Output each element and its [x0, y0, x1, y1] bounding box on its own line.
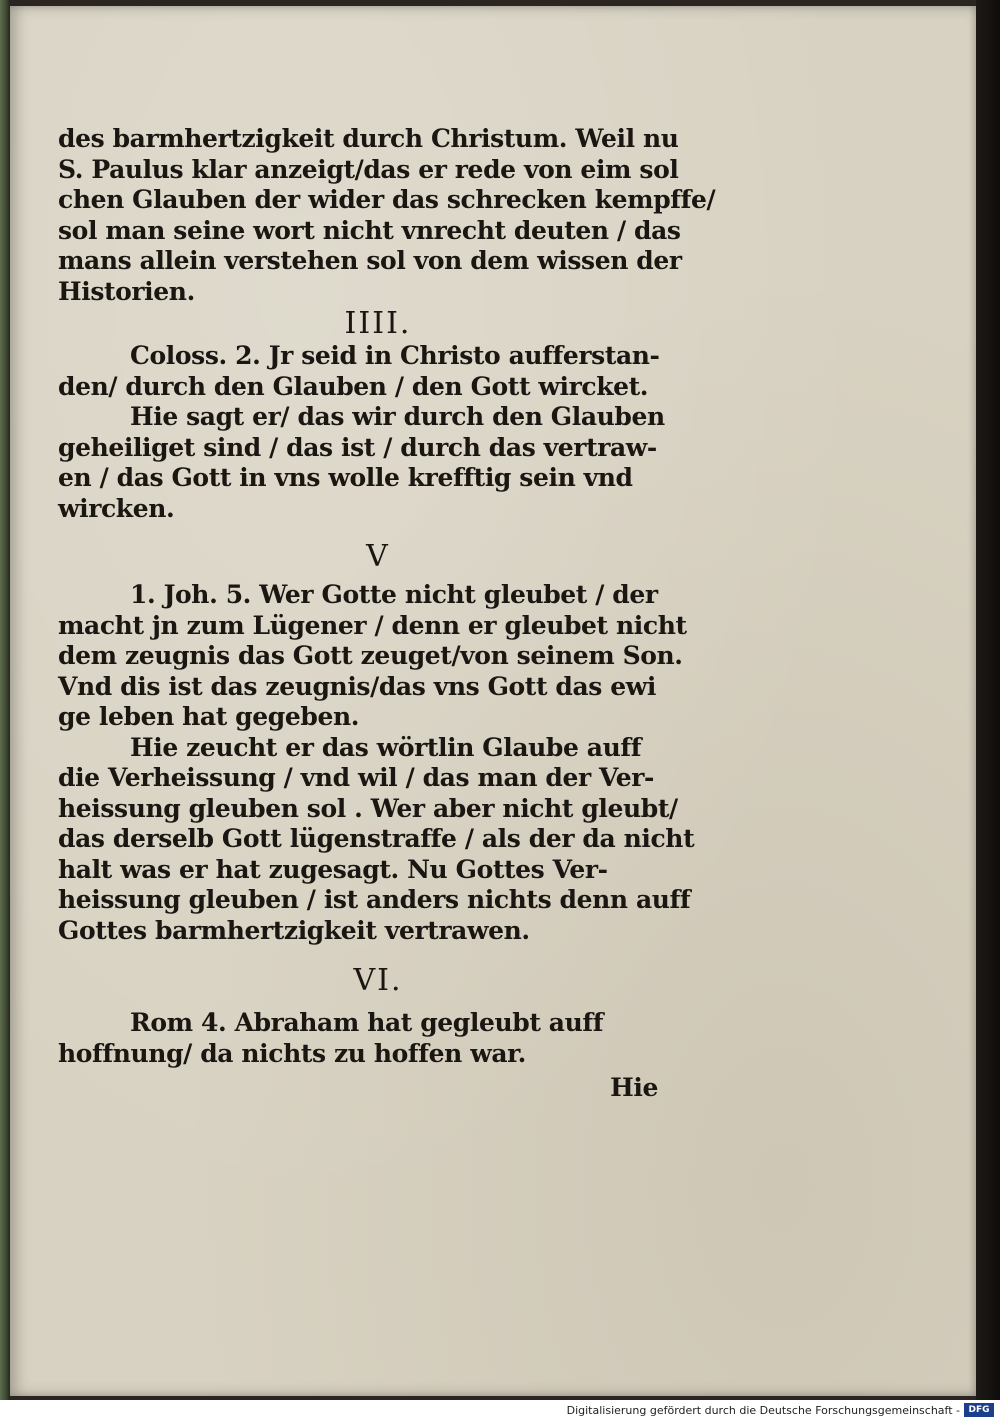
text-line: 1. Joh. 5. Wer Gotte nicht gleubet / der: [130, 580, 658, 609]
text-line: Coloss. 2. Jr seid in Christo aufferstan-: [130, 341, 660, 370]
text-line: macht jn zum Lügener / denn er gleubet nicht: [58, 610, 687, 640]
book-page: [10, 6, 976, 1396]
text-line: halt was er hat zugesagt. Nu Gottes Ver-: [58, 854, 608, 884]
text-line: hoffnung/ da nichts zu hoffen war.: [58, 1038, 526, 1068]
text-line: Historien.: [58, 276, 195, 306]
text-line: Vnd dis ist das zeugnis/das vns Gott das ewi: [58, 671, 656, 701]
section-heading-4: IIII.: [344, 306, 412, 341]
footer-credit: Digitalisierung gefördert durch die Deutsche Forschungsgemeinschaft -: [566, 1404, 960, 1417]
text-line: die Verheissung / vnd wil / das man der Ver-: [58, 763, 655, 792]
text-line: Gottes barmhertzigkeit vertrawen.: [58, 915, 530, 945]
text-line: chen Glauben der wider das schrecken kempffe/: [58, 185, 716, 214]
text-line: Rom 4. Abraham hat gegleubt auff: [130, 1008, 604, 1037]
catchword: Hie: [610, 1073, 658, 1102]
text-line: heissung gleuben / ist anders nichts denn auff: [58, 885, 691, 914]
text-line: geheiliget sind / das ist / durch das vertraw-: [58, 432, 657, 462]
scan-right-edge: [976, 0, 1000, 1400]
section-heading-6: VI.: [353, 963, 403, 998]
text-line: heissung gleuben sol . Wer aber nicht gleubt/: [58, 793, 678, 823]
text-line: den/ durch den Glauben / den Gott wircket.: [58, 371, 649, 401]
text-line: dem zeugnis das Gott zeuget/von seinem Son.: [58, 641, 683, 670]
text-line: das derselb Gott lügenstraffe / als der da nicht: [58, 824, 695, 853]
text-line: en / das Gott in vns wolle krefftig sein vnd: [58, 463, 633, 492]
text-line: des barmhertzigkeit durch Christum. Weil nu: [58, 124, 679, 153]
text-line: sol man seine wort nicht vnrecht deuten / das: [58, 215, 681, 245]
text-line: S. Paulus klar anzeigt/das er rede von eim sol: [58, 154, 679, 184]
footer-bar: [0, 1400, 1000, 1421]
book-spine: [0, 0, 10, 1400]
text-line: Hie sagt er/ das wir durch den Glauben: [130, 402, 665, 431]
page-text: [58, 124, 716, 1104]
text-line: mans allein verstehen sol von dem wissen der: [58, 246, 682, 275]
section-heading-5: V: [366, 539, 390, 574]
text-line: wircken.: [58, 493, 175, 523]
text-line: Hie zeucht er das wörtlin Glaube auff: [130, 732, 642, 762]
dfg-logo-icon: DFG: [964, 1403, 994, 1417]
text-line: ge leben hat gegeben.: [58, 702, 360, 731]
